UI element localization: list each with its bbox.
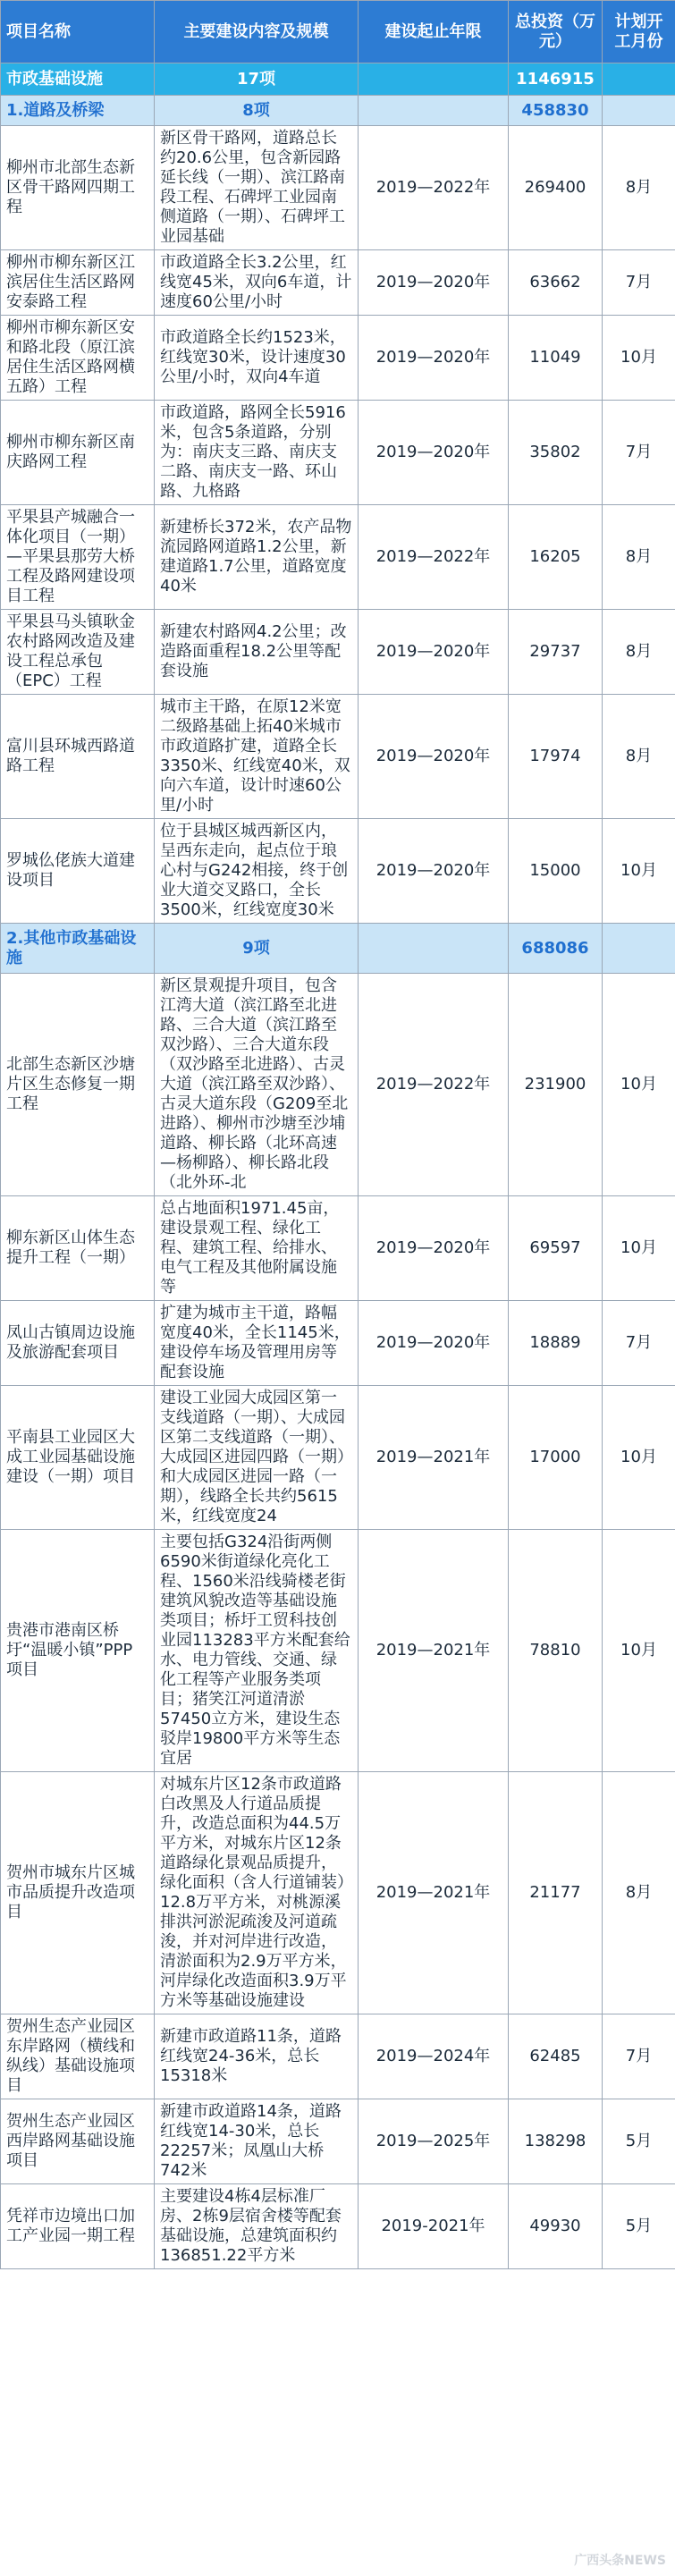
project-period: 2019—2020年 (359, 695, 509, 819)
project-invest: 78810 (509, 1530, 603, 1772)
project-invest: 269400 (509, 126, 603, 250)
table-row (1, 505, 675, 610)
project-name: 富川县环城西路道路工程 (1, 695, 155, 819)
project-content: 扩建为城市主干道，路幅宽度40米，全长1145米，建设停车场及管理用房等配套设施 (155, 1301, 359, 1386)
summary-month (603, 63, 675, 96)
project-invest: 11049 (509, 316, 603, 401)
project-name: 罗城仫佬族大道建设项目 (1, 819, 155, 924)
project-period: 2019—2024年 (359, 2014, 509, 2099)
category-title: 1.道路及桥梁 (1, 96, 155, 126)
project-name: 贺州生态产业园区东岸路网（横线和纵线）基础设施项目 (1, 2014, 155, 2099)
project-invest: 16205 (509, 505, 603, 610)
project-invest: 17000 (509, 1386, 603, 1530)
header-investment: 总投资（万元） (509, 1, 603, 63)
project-period: 2019—2020年 (359, 250, 509, 316)
project-month: 8月 (603, 610, 675, 695)
project-invest: 18889 (509, 1301, 603, 1386)
table-body (1, 63, 675, 2269)
table-row (1, 316, 675, 401)
project-content: 市政道路，路网全长5916米，包含5条道路，分别为：南庆支三路、南庆支二路、南庆支一路、环山路、九格路 (155, 401, 359, 505)
project-invest: 29737 (509, 610, 603, 695)
table-header-row (1, 1, 675, 63)
project-month: 10月 (603, 316, 675, 401)
project-period: 2019—2022年 (359, 505, 509, 610)
project-content: 新区骨干路网，道路总长约20.6公里，包含新园路延长线（一期）、滨江路南段工程、石碑坪工业园南侧道路（一期）、石碑坪工业园基础 (155, 126, 359, 250)
project-month: 10月 (603, 1530, 675, 1772)
category-month (603, 96, 675, 126)
project-name: 平南县工业园区大成工业园基础设施建设（一期）项目 (1, 1386, 155, 1530)
project-name: 柳东新区山体生态提升工程（一期） (1, 1196, 155, 1301)
table-row (1, 695, 675, 819)
project-period: 2019—2021年 (359, 1530, 509, 1772)
project-invest: 35802 (509, 401, 603, 505)
project-content: 对城东片区12条市政道路白改黑及人行道品质提升，改造总面积为44.5万平方米，对城东片区12条道路绿化景观品质提升，绿化面积（含人行道铺装）12.8万平方米，对桃源溪排洪河淤泥疏浚及河道疏浚，并对河岸进行改造，清淤面积为2.9万平方米，河岸绿化改造面积3.9万平方米等基础设施建设 (155, 1772, 359, 2014)
project-content: 城市主干路，在原12米宽二级路基础上拓40米城市市政道路扩建，道路全长3350米、红线宽40米，双向六车道，设计时速60公里/小时 (155, 695, 359, 819)
header-project-name: 项目名称 (1, 1, 155, 63)
project-invest: 62485 (509, 2014, 603, 2099)
table-row (1, 126, 675, 250)
project-period: 2019—2021年 (359, 1386, 509, 1530)
project-invest: 63662 (509, 250, 603, 316)
summary-period (359, 63, 509, 96)
project-content: 主要建设4栋4层标准厂房、2栋9层宿舍楼等配套基础设施，总建筑面积约136851.22平方米 (155, 2184, 359, 2269)
project-content: 位于县城区城西新区内，呈西东走向，起点位于琅心村与G242相接，终于创业大道交叉路口，全长3500米，红线宽度30米 (155, 819, 359, 924)
project-month: 7月 (603, 2014, 675, 2099)
project-month: 7月 (603, 1301, 675, 1386)
project-name: 凤山古镇周边设施及旅游配套项目 (1, 1301, 155, 1386)
table-row (1, 610, 675, 695)
project-period: 2019—2020年 (359, 610, 509, 695)
header-period: 建设起止年限 (359, 1, 509, 63)
table-row (1, 250, 675, 316)
category-period (359, 96, 509, 126)
project-period: 2019—2020年 (359, 401, 509, 505)
category-month (603, 924, 675, 974)
project-month: 10月 (603, 1196, 675, 1301)
project-name: 柳州市北部生态新区骨干路网四期工程 (1, 126, 155, 250)
summary-invest: 1146915 (509, 63, 603, 96)
project-content: 市政道路全长3.2公里，红线宽45米，双向6车道，计速度60公里/小时 (155, 250, 359, 316)
project-period: 2019—2020年 (359, 1301, 509, 1386)
project-month: 8月 (603, 695, 675, 819)
project-period: 2019—2022年 (359, 974, 509, 1196)
project-month: 10月 (603, 1386, 675, 1530)
project-content: 新区景观提升项目，包含江湾大道（滨江路至北进路、三合大道（滨江路至双沙路）、三合大道东段（双沙路至北进路）、古灵大道（滨江路至双沙路）、古灵大道东段（G209至北进路）、柳州市沙塘至沙埔道路、柳长路（北环高速—杨柳路）、柳长路北段（北外环-北 (155, 974, 359, 1196)
project-period: 2019—2020年 (359, 819, 509, 924)
header-content: 主要建设内容及规模 (155, 1, 359, 63)
project-name: 贺州生态产业园区西岸路网基础设施项目 (1, 2099, 155, 2184)
category-row (1, 924, 675, 974)
project-month: 7月 (603, 250, 675, 316)
project-month: 8月 (603, 505, 675, 610)
table-row (1, 1386, 675, 1530)
project-name: 平果县产城融合一体化项目（一期）—平果县那劳大桥工程及路网建设项目工程 (1, 505, 155, 610)
project-name: 柳州市柳东新区安和路北段（原江滨居住生活区路网横五路）工程 (1, 316, 155, 401)
project-name: 凭祥市边境出口加工产业园一期工程 (1, 2184, 155, 2269)
project-month: 8月 (603, 1772, 675, 2014)
project-content: 建设工业园大成园区第一支线道路（一期）、大成园区第二支线道路（一期）、大成园区进园四路（一期）和大成园区进园一路（一期），线路全长共约5615米，红线宽度24 (155, 1386, 359, 1530)
project-content: 新建桥长372米，农产品物流园路网道路1.2公里，新建道路1.7公里，道路宽度40米 (155, 505, 359, 610)
project-content: 新建市政道路11条，道路红线宽24-36米，总长15318米 (155, 2014, 359, 2099)
table-row (1, 819, 675, 924)
project-month: 10月 (603, 819, 675, 924)
project-content: 新建农村路网4.2公里；改造路面重程18.2公里等配套设施 (155, 610, 359, 695)
table-row (1, 1196, 675, 1301)
summary-count: 17项 (155, 63, 359, 96)
project-invest: 69597 (509, 1196, 603, 1301)
project-name: 贵港市港南区桥圩“温暖小镇”PPP项目 (1, 1530, 155, 1772)
project-month: 7月 (603, 401, 675, 505)
summary-row (1, 63, 675, 96)
category-count: 9项 (155, 924, 359, 974)
summary-name: 市政基础设施 (1, 63, 155, 96)
project-period: 2019—2021年 (359, 1772, 509, 2014)
table-row (1, 1301, 675, 1386)
project-name: 平果县马头镇耿金农村路网改造及建设工程总承包（EPC）工程 (1, 610, 155, 695)
project-invest: 17974 (509, 695, 603, 819)
table-row (1, 974, 675, 1196)
header-start-month: 计划开工月份 (603, 1, 675, 63)
project-invest: 21177 (509, 1772, 603, 2014)
project-invest: 138298 (509, 2099, 603, 2184)
project-content: 总占地面积1971.45亩，建设景观工程、绿化工程、建筑工程、给排水、电气工程及其他附属设施等 (155, 1196, 359, 1301)
project-name: 贺州市城东片区城市品质提升改造项目 (1, 1772, 155, 2014)
project-name: 北部生态新区沙塘片区生态修复一期工程 (1, 974, 155, 1196)
table-row (1, 2184, 675, 2269)
project-invest: 15000 (509, 819, 603, 924)
category-title: 2.其他市政基础设施 (1, 924, 155, 974)
table-row (1, 2014, 675, 2099)
project-content: 市政道路全长约1523米，红线宽30米，设计速度30公里/小时，双向4车道 (155, 316, 359, 401)
project-month: 5月 (603, 2184, 675, 2269)
project-content: 主要包括G324沿街两侧6590米街道绿化亮化工程、1560米沿线骑楼老街建筑风貌改造等基础设施类项目；桥圩工贸科技创业园113283平方米配套给水、电力管线、交通、绿化工程等产业服务类项目；猪笑江河道清淤57450立方米，建设生态驳岸19800平方米等生态宜居 (155, 1530, 359, 1772)
category-count: 8项 (155, 96, 359, 126)
watermark-logo: 广西头条NEWS (574, 2554, 666, 2568)
project-invest: 231900 (509, 974, 603, 1196)
category-invest: 458830 (509, 96, 603, 126)
project-period: 2019—2025年 (359, 2099, 509, 2184)
project-month: 8月 (603, 126, 675, 250)
table-row (1, 2099, 675, 2184)
category-invest: 688086 (509, 924, 603, 974)
project-content: 新建市政道路14条，道路红线宽14-30米，总长22257米；凤凰山大桥742米 (155, 2099, 359, 2184)
project-invest: 49930 (509, 2184, 603, 2269)
project-period: 2019—2020年 (359, 316, 509, 401)
project-period: 2019-2021年 (359, 2184, 509, 2269)
project-name: 柳州市柳东新区南庆路网工程 (1, 401, 155, 505)
project-month: 5月 (603, 2099, 675, 2184)
table-row (1, 401, 675, 505)
table-row (1, 1772, 675, 2014)
project-period: 2019—2020年 (359, 1196, 509, 1301)
category-row (1, 96, 675, 126)
project-period: 2019—2022年 (359, 126, 509, 250)
table-row (1, 1530, 675, 1772)
project-name: 柳州市柳东新区江滨居住生活区路网安泰路工程 (1, 250, 155, 316)
project-month: 10月 (603, 974, 675, 1196)
category-period (359, 924, 509, 974)
